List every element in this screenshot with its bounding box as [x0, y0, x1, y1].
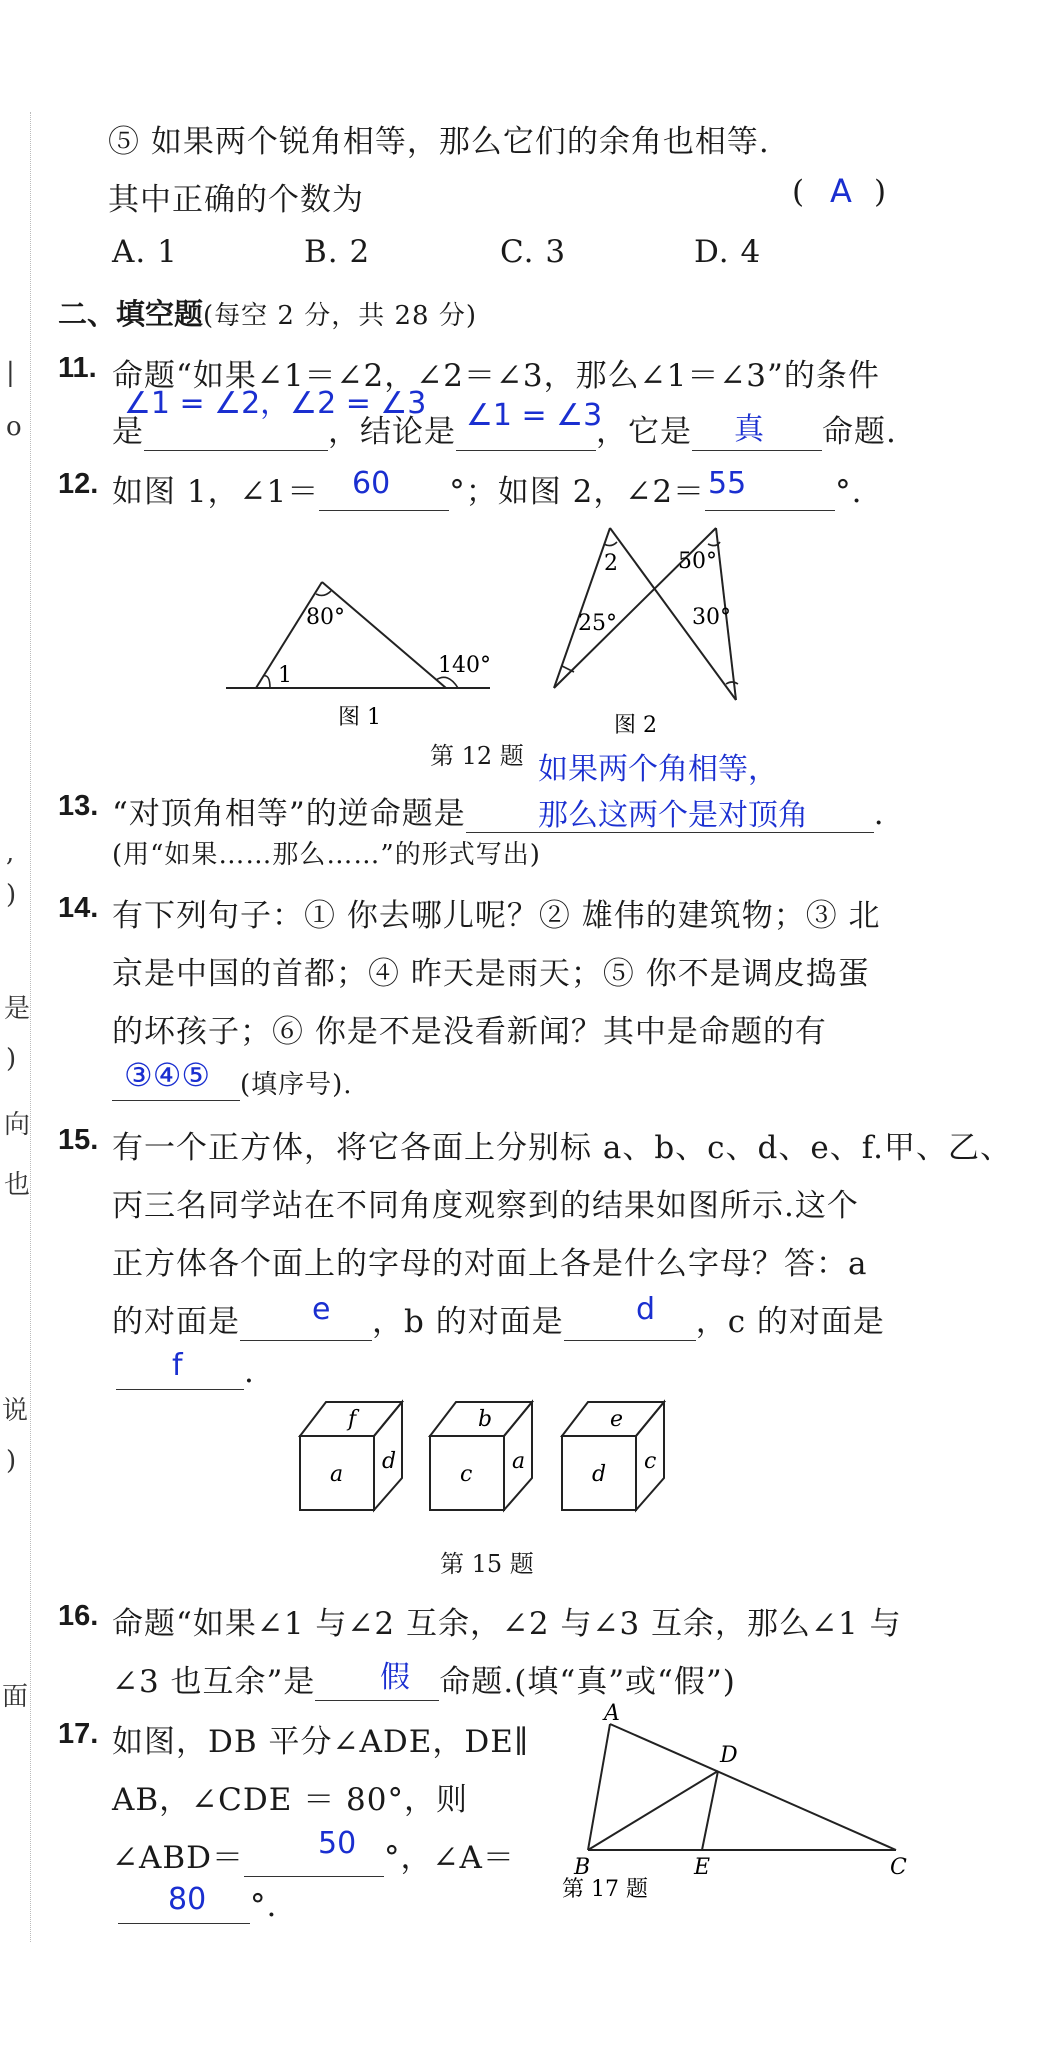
q12-figure-1	[220, 572, 500, 732]
q15-cubes-figure	[296, 1396, 676, 1520]
fig1-label-80: 80°	[306, 605, 345, 630]
q13-note: (用“如果……那么……”的形式写出)	[112, 840, 541, 870]
margin-line	[30, 112, 31, 1942]
fig2-label-2: 2	[604, 551, 618, 576]
margin-char: 说	[2, 1396, 29, 1426]
cube-3	[562, 1402, 664, 1510]
margin-char: ,	[6, 838, 15, 868]
q15-text-a: 的对面是	[112, 1304, 240, 1340]
q16-line1: 命题“如果∠1 与∠2 互余，∠2 与∠3 互余，那么∠1 与	[112, 1606, 902, 1642]
fig1-label-140: 140°	[438, 653, 491, 678]
q13-number: 13.	[58, 790, 99, 822]
q10-paren-open: (	[792, 174, 806, 210]
fig2-label-30: 30°	[692, 605, 731, 630]
cube-2-front-label: c	[460, 1462, 473, 1487]
margin-char: |	[6, 358, 15, 388]
fig1-label-1: 1	[278, 663, 292, 688]
point-d-label: D	[720, 1743, 738, 1768]
margin-char: 是	[4, 994, 31, 1024]
segment-bd	[588, 1771, 718, 1850]
q16-text-a: ∠3 也互余”是	[112, 1664, 316, 1700]
q12-figure-2	[550, 522, 750, 742]
q12-line	[112, 466, 862, 511]
q10-prompt: 其中正确的个数为	[108, 182, 364, 218]
segment-ac	[610, 1724, 896, 1850]
q12-caption: 第 12 题	[430, 742, 524, 770]
q11-text-b: ，结论是	[328, 414, 456, 450]
q10-answer: A	[830, 172, 852, 210]
q11-answer-condition: ∠1 = ∠2，∠2 = ∠3	[124, 386, 427, 421]
margin-char: 向	[4, 1110, 31, 1140]
q17-blank-1[interactable]	[244, 1842, 384, 1877]
q14-answer: ③④⑤	[124, 1056, 211, 1094]
q15-number: 15.	[58, 1124, 99, 1156]
q15-answer-b: d	[636, 1292, 656, 1327]
fig2-arc-30	[726, 682, 738, 684]
segment-ab	[588, 1724, 610, 1850]
point-b-label: B	[574, 1855, 591, 1880]
point-c-label: C	[890, 1855, 907, 1880]
fig2-label-50: 50°	[678, 549, 717, 574]
fig1-caption: 图 1	[338, 705, 381, 730]
q12-text-a: 如图 1，∠1＝	[112, 474, 320, 510]
fig2-label-25: 25°	[578, 611, 617, 636]
q17-figure	[560, 1702, 920, 1902]
q11-number: 11.	[58, 352, 97, 384]
section-title: 二、填空题	[58, 297, 204, 331]
cube-2-side-label: a	[512, 1449, 526, 1474]
q11-answer-type: 真	[734, 412, 764, 447]
q10-paren-close: )	[874, 174, 888, 210]
fig2-left-outer	[554, 528, 610, 688]
q11-text-c: ，它是	[596, 414, 692, 450]
q12-number: 12.	[58, 468, 99, 500]
q12-answer-1: 60	[352, 466, 391, 501]
q13-answer-line2: 那么这两个是对顶角	[538, 798, 808, 833]
q10-item5: ⑤ 如果两个锐角相等，那么它们的余角也相等.	[108, 124, 770, 160]
q15-line5	[116, 1354, 255, 1390]
margin-char: 面	[2, 1682, 29, 1712]
section-note: (每空 2 分，共 28 分)	[203, 301, 477, 331]
q14-line1: 有下列句子：① 你去哪儿呢？② 雄伟的建筑物；③ 北	[112, 898, 881, 934]
q12-text-b: °；如图 2，∠2＝	[449, 474, 706, 510]
q15-line4	[112, 1296, 885, 1341]
q16-line2	[112, 1656, 736, 1701]
q15-text-b: ，b 的对面是	[372, 1304, 564, 1340]
q17-caption: 第 17 题	[562, 1877, 648, 1902]
cube-1	[300, 1402, 402, 1510]
q15-line1: 有一个正方体，将它各面上分别标 a、b、c、d、e、f.甲、乙、	[112, 1130, 1012, 1166]
q10-option-a: A. 1	[112, 234, 178, 270]
q16-text-b: 命题.(填“真”或“假”)	[439, 1664, 736, 1700]
cube-3-top-label: e	[610, 1407, 624, 1432]
cube-3-front-label: d	[592, 1462, 607, 1487]
q13-text: “对顶角相等”的逆命题是	[112, 796, 466, 832]
q15-line2: 丙三名同学站在不同角度观察到的结果如图所示.这个	[112, 1188, 859, 1224]
q13-answer-line1: 如果两个角相等，	[538, 752, 778, 787]
margin-char: )	[6, 880, 17, 910]
q15-caption: 第 15 题	[440, 1550, 534, 1578]
q15-answer-c: f	[172, 1348, 183, 1383]
q12-text-c: °.	[835, 474, 863, 510]
q15-text-c: ，c 的对面是	[695, 1304, 885, 1340]
q14-tail: (填序号).	[240, 1070, 353, 1100]
section-heading	[58, 292, 477, 333]
q11-answer-conclusion: ∠1 = ∠3	[466, 398, 603, 433]
margin-char: 也	[4, 1170, 31, 1200]
cube-2	[430, 1402, 532, 1510]
point-e-label: E	[694, 1855, 711, 1880]
q17-line3	[112, 1832, 515, 1877]
q14-number: 14.	[58, 892, 99, 924]
q17-line2: AB，∠CDE ＝ 80°，则	[112, 1782, 468, 1818]
q17-answer-2: 80	[168, 1882, 207, 1917]
q17-text-b: °，∠A＝	[384, 1840, 515, 1876]
q11-text-d: 命题.	[822, 414, 897, 450]
q15-blank-b[interactable]	[564, 1306, 696, 1341]
q15-line3: 正方体各个面上的字母的对面上各是什么字母？答：a	[112, 1246, 868, 1282]
q16-answer: 假	[380, 1660, 410, 1695]
cube-3-side-label: c	[644, 1449, 657, 1474]
fig1-arc-left	[263, 676, 270, 688]
q17-end: °.	[250, 1888, 278, 1924]
q11-text-a: 是	[112, 414, 144, 450]
fig1-right-side	[322, 582, 446, 688]
segment-de	[702, 1771, 718, 1850]
q10-option-b: B. 2	[304, 234, 371, 270]
q15-answer-a: e	[312, 1292, 331, 1327]
fig1-arc-top	[316, 591, 331, 595]
q16-number: 16.	[58, 1600, 99, 1632]
q17-text-a: ∠ABD＝	[112, 1840, 244, 1876]
q12-answer-2: 55	[708, 466, 747, 501]
q17-answer-1: 50	[318, 1826, 357, 1861]
q13-end: .	[873, 796, 885, 832]
q14-line3: 的坏孩子；⑥ 你是不是没看新闻？其中是命题的有	[112, 1014, 827, 1050]
point-a-label: A	[604, 1702, 620, 1726]
q17-number: 17.	[58, 1718, 99, 1750]
q16-blank[interactable]	[315, 1666, 439, 1701]
q11-blank-condition[interactable]	[144, 416, 328, 451]
q11-line1: 命题“如果∠1＝∠2，∠2＝∠3，那么∠1＝∠3”的条件	[112, 358, 880, 394]
cube-1-front-label: a	[330, 1462, 344, 1487]
q15-end: .	[244, 1354, 255, 1390]
margin-char: )	[6, 1446, 17, 1476]
cube-1-side-label: d	[382, 1449, 397, 1474]
margin-char: o	[6, 412, 22, 442]
q15-blank-a[interactable]	[240, 1306, 372, 1341]
fig2-caption: 图 2	[614, 713, 657, 738]
q10-option-d: D. 4	[694, 234, 762, 270]
cube-2-top-label: b	[478, 1407, 493, 1432]
cube-1-top-label: f	[348, 1407, 357, 1432]
margin-char: )	[6, 1044, 17, 1074]
q14-line2: 京是中国的首都；④ 昨天是雨天；⑤ 你不是调皮捣蛋	[112, 956, 870, 992]
q10-option-c: C. 3	[500, 234, 567, 270]
q17-line1: 如图，DB 平分∠ADE，DE∥	[112, 1724, 530, 1760]
